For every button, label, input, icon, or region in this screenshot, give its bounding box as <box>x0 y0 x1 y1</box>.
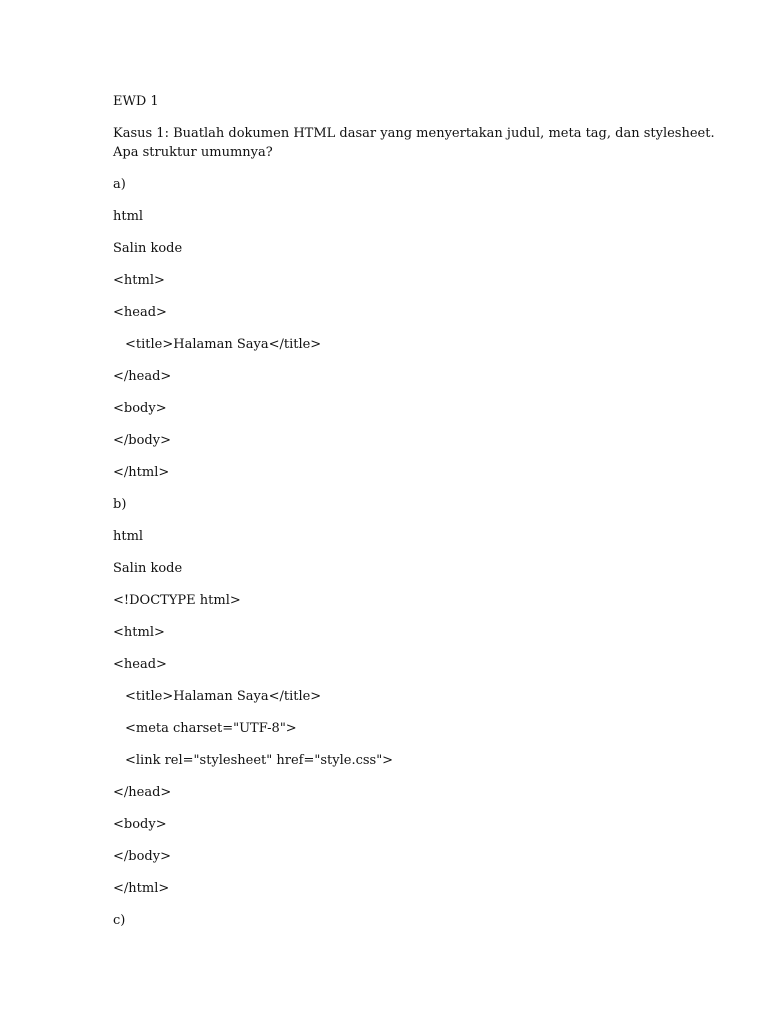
case-text-line-2: Apa struktur umumnya? <box>113 145 273 160</box>
section-a-language: html <box>113 209 144 224</box>
code-line: </html> <box>113 881 170 896</box>
section-c-label: c) <box>113 913 126 928</box>
section-b-label: b) <box>113 497 127 512</box>
document-title: EWD 1 <box>113 94 159 109</box>
code-line: <meta charset="UTF-8"> <box>125 721 297 736</box>
code-line: <html> <box>113 273 165 288</box>
code-line: <body> <box>113 401 167 416</box>
code-line: <html> <box>113 625 165 640</box>
code-line: <body> <box>113 817 167 832</box>
code-line: </head> <box>113 369 172 384</box>
code-line: <title>Halaman Saya</title> <box>125 689 322 704</box>
section-b-language: html <box>113 529 144 544</box>
code-line: <head> <box>113 657 167 672</box>
code-line: <title>Halaman Saya</title> <box>125 337 322 352</box>
section-a-label: a) <box>113 177 126 192</box>
section-b-copy-label: Salin kode <box>113 561 183 576</box>
section-a-copy-label: Salin kode <box>113 241 183 256</box>
code-line: </html> <box>113 465 170 480</box>
code-line: <link rel="stylesheet" href="style.css"> <box>125 753 394 768</box>
code-line: <!DOCTYPE html> <box>113 593 241 608</box>
case-text-line-1: Kasus 1: Buatlah dokumen HTML dasar yang menyertakan judul, meta tag, dan stylesheet. <box>113 126 715 141</box>
code-line: </head> <box>113 785 172 800</box>
code-line: <head> <box>113 305 167 320</box>
code-line: </body> <box>113 433 171 448</box>
code-line: </body> <box>113 849 171 864</box>
